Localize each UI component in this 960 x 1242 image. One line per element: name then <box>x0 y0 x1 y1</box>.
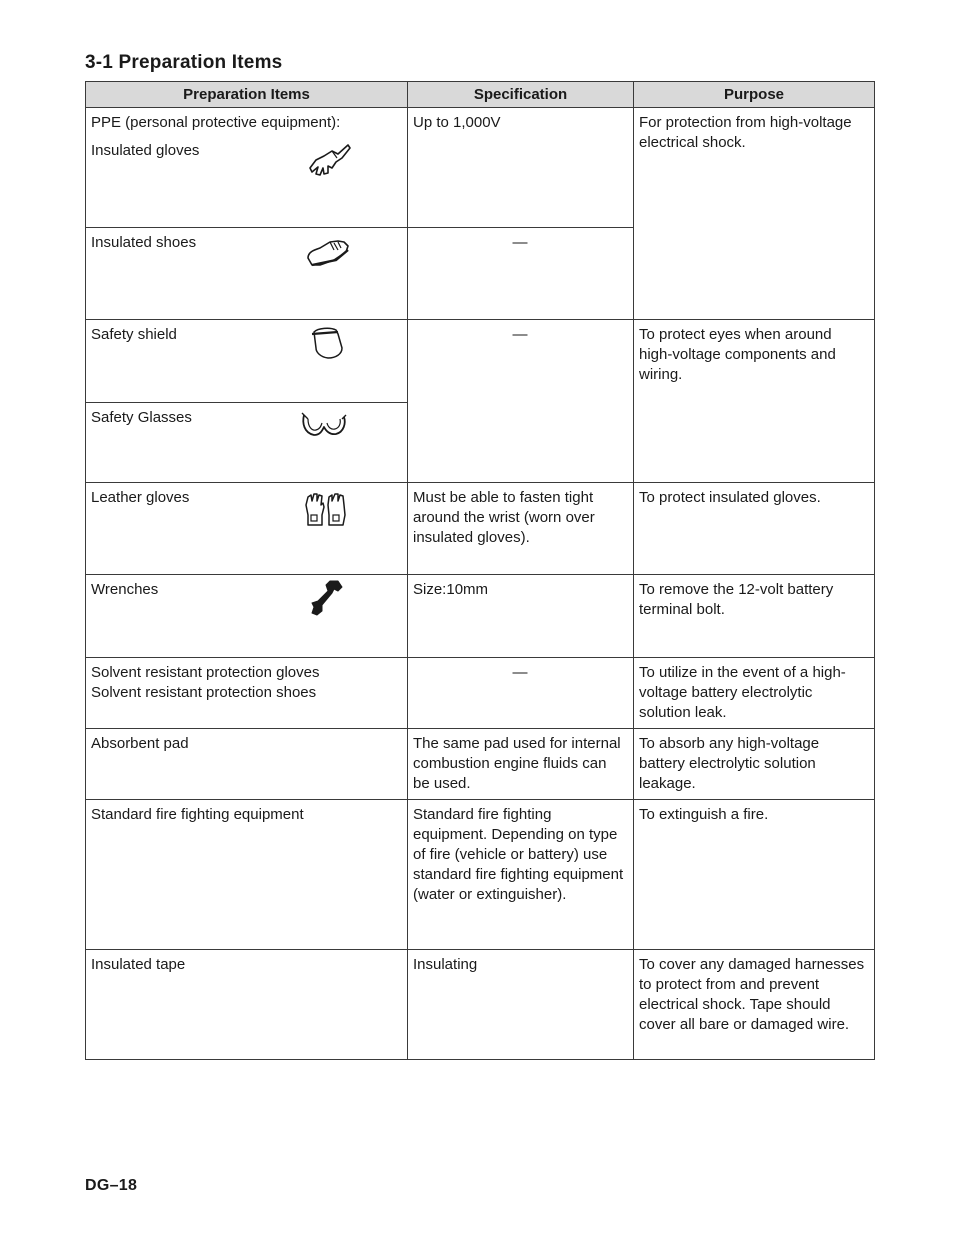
purpose-cell: To protect eyes when around high-voltage components and wiring. <box>634 320 875 483</box>
table-row <box>86 658 875 729</box>
table-header-row <box>86 82 875 108</box>
wrench-icon <box>308 579 344 617</box>
page-number: DG–18 <box>85 1177 138 1194</box>
leather-gloves-icon <box>302 491 348 529</box>
preparation-items-table <box>85 81 875 1060</box>
spec-cell: The same pad used for internal combustion engine fluids can be used. <box>408 729 634 800</box>
purpose-cell: To absorb any high-voltage battery electrolytic solution leakage. <box>634 729 875 800</box>
shoe-icon <box>304 238 352 268</box>
glove-icon <box>304 142 352 178</box>
purpose-cell: For protection from high-voltage electrical shock. <box>634 108 875 320</box>
item-fire-equipment: Standard fire fighting equipment <box>91 806 304 823</box>
item-cell <box>86 729 408 800</box>
header-preparation-items: Preparation Items <box>86 82 408 108</box>
item-cell <box>86 108 408 228</box>
safety-glasses-icon <box>300 409 348 441</box>
spec-cell: Size:10mm <box>408 575 634 658</box>
face-shield-icon <box>308 326 346 360</box>
item-safety-glasses: Safety Glasses <box>91 409 192 426</box>
table-row <box>86 729 875 800</box>
item-insulated-shoes: Insulated shoes <box>91 234 197 251</box>
item-leather-gloves: Leather gloves <box>91 489 190 506</box>
header-purpose: Purpose <box>634 82 875 108</box>
table-row <box>86 320 875 403</box>
item-cell <box>86 403 408 483</box>
spec-cell: Up to 1,000V <box>408 108 634 228</box>
table-row <box>86 108 875 228</box>
table-row <box>86 575 875 658</box>
item-cell <box>86 658 408 729</box>
purpose-cell: To cover any damaged harnesses to protect from and prevent electrical shock. Tape should cover all bare or damaged wire. <box>634 950 875 1060</box>
item-safety-shield: Safety shield <box>91 326 177 343</box>
purpose-cell: To protect insulated gloves. <box>634 483 875 575</box>
purpose-cell: To remove the 12-volt battery terminal bolt. <box>634 575 875 658</box>
spec-cell: Insulating <box>408 950 634 1060</box>
spec-cell: Standard fire fighting equipment. Depending on type of fire (vehicle or battery) use standard fire fighting equipment (water or extinguisher). <box>408 800 634 950</box>
item-absorbent-pad: Absorbent pad <box>91 735 189 752</box>
item-cell <box>86 228 408 320</box>
item-cell <box>86 575 408 658</box>
item-solvent-gloves: Solvent resistant protection gloves <box>91 664 320 681</box>
spec-cell: — <box>408 228 634 320</box>
item-insulated-gloves: Insulated gloves <box>91 142 200 159</box>
item-insulated-tape: Insulated tape <box>91 956 186 973</box>
header-specification: Specification <box>408 82 634 108</box>
item-cell <box>86 800 408 950</box>
item-wrenches: Wrenches <box>91 581 159 598</box>
table-row <box>86 483 875 575</box>
spec-cell: — <box>408 658 634 729</box>
item-cell <box>86 950 408 1060</box>
spec-cell: — <box>408 320 634 483</box>
purpose-cell: To extinguish a fire. <box>634 800 875 950</box>
table-row <box>86 800 875 950</box>
item-cell <box>86 483 408 575</box>
item-cell <box>86 320 408 403</box>
spec-cell: Must be able to fasten tight around the wrist (worn over insulated gloves). <box>408 483 634 575</box>
table-row <box>86 950 875 1060</box>
item-solvent-shoes: Solvent resistant protection shoes <box>91 684 317 701</box>
section-title: 3-1 Preparation Items <box>85 52 283 73</box>
purpose-cell: To utilize in the event of a high-voltage battery electrolytic solution leak. <box>634 658 875 729</box>
ppe-label: PPE (personal protective equipment): <box>91 114 341 131</box>
